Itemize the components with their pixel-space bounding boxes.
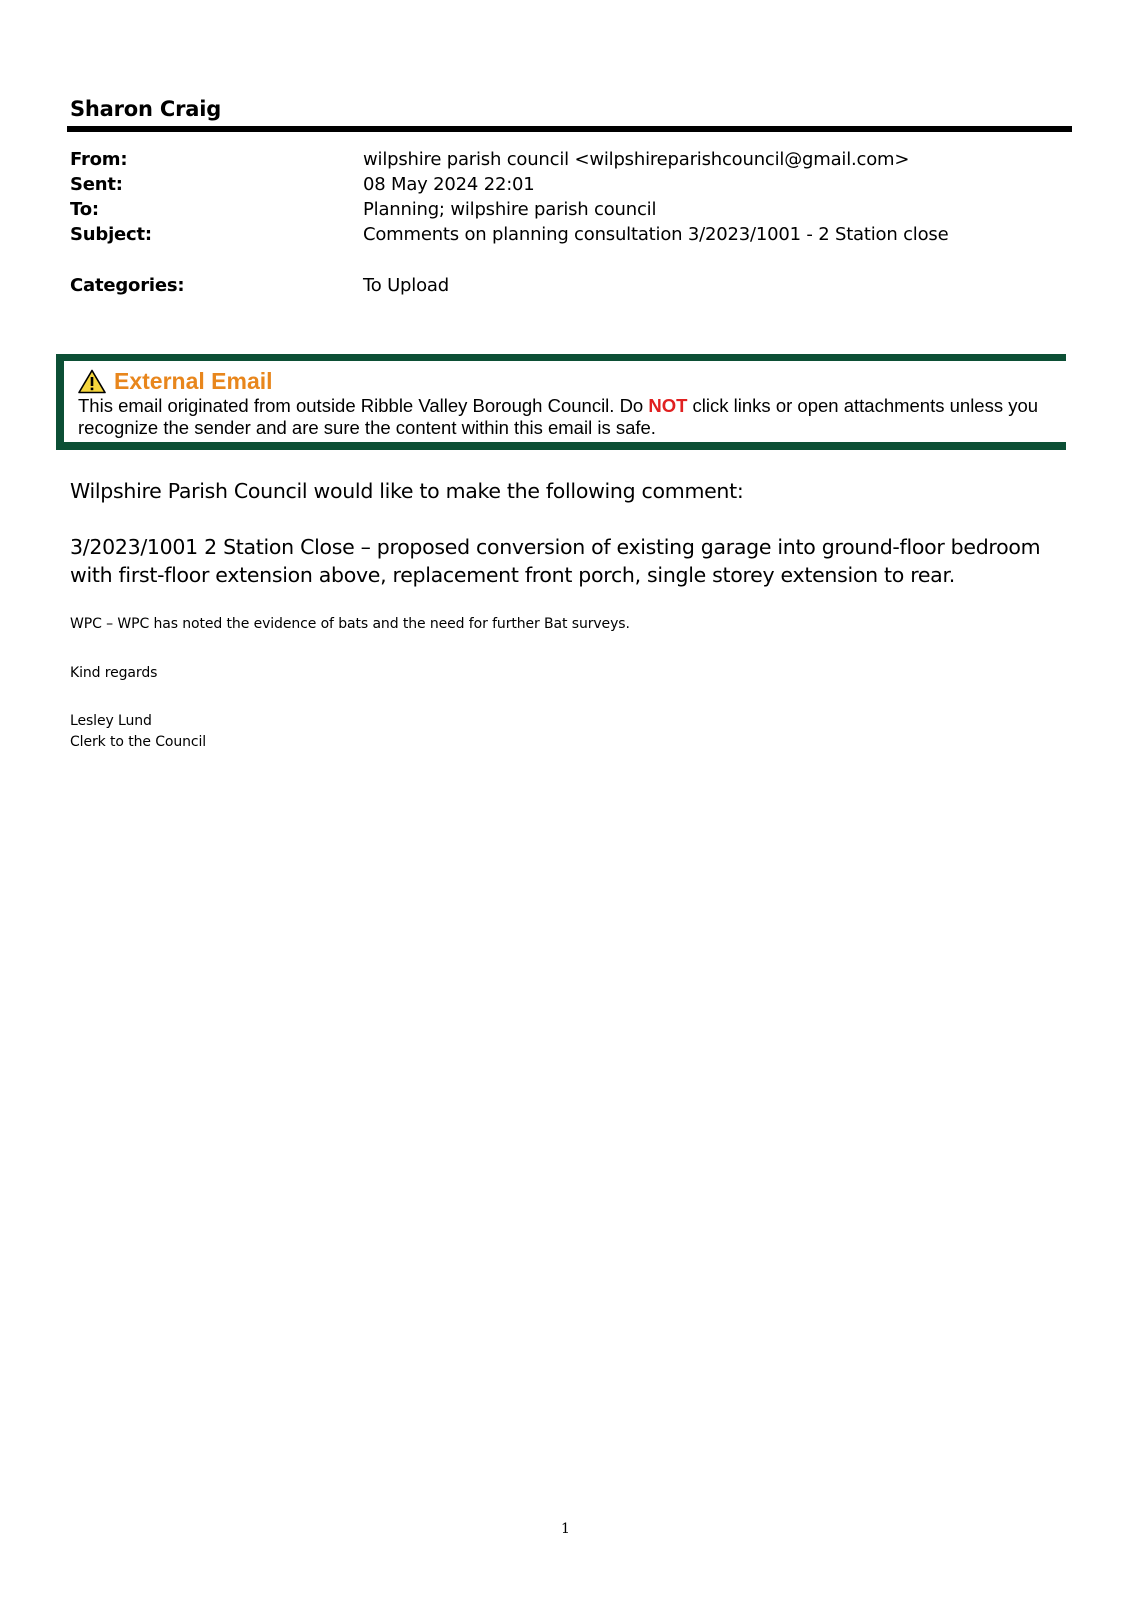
banner-title-row bbox=[78, 368, 273, 394]
banner-not-emphasis: NOT bbox=[648, 395, 688, 416]
body-intro: Wilpshire Parish Council would like to make the following comment: bbox=[70, 479, 744, 503]
body-application: 3/2023/1001 2 Station Close – proposed conversion of existing garage into ground-floor bedroom with first-floor extension above, replacement front porch, single storey extension to rear. bbox=[70, 535, 1041, 587]
banner-message-part1: This email originated from outside Ribble Valley Borough Council. Do bbox=[78, 395, 649, 416]
subject-value: Comments on planning consultation 3/2023/1001 - 2 Station close bbox=[363, 224, 949, 245]
from-label: From: bbox=[70, 149, 128, 170]
signature-name: Lesley Lund bbox=[70, 713, 152, 729]
categories-label: Categories: bbox=[70, 275, 185, 296]
subject-label: Subject: bbox=[70, 224, 152, 245]
sent-label: Sent: bbox=[70, 174, 123, 195]
mailbox-owner-name: Sharon Craig bbox=[70, 97, 222, 121]
banner-message bbox=[78, 395, 1073, 439]
to-label: To: bbox=[70, 199, 99, 220]
from-value: wilpshire parish council <wilpshireparishcouncil@gmail.com> bbox=[363, 149, 910, 170]
warning-triangle-icon bbox=[78, 369, 106, 394]
header-divider bbox=[67, 126, 1072, 132]
sent-value: 08 May 2024 22:01 bbox=[363, 174, 535, 195]
signature-title: Clerk to the Council bbox=[70, 734, 207, 750]
banner-message-part2: click links or open attachments unless you recognize the sender and are sure the content within this email is safe. bbox=[78, 395, 1039, 438]
body-closing: Kind regards bbox=[70, 665, 158, 681]
body-comment: WPC – WPC has noted the evidence of bats and the need for further Bat surveys. bbox=[70, 616, 630, 632]
banner-title: External Email bbox=[114, 367, 273, 394]
page-number: 1 bbox=[561, 1521, 570, 1537]
to-value: Planning; wilpshire parish council bbox=[363, 199, 657, 220]
categories-value: To Upload bbox=[363, 275, 449, 296]
external-email-banner bbox=[56, 354, 1066, 450]
